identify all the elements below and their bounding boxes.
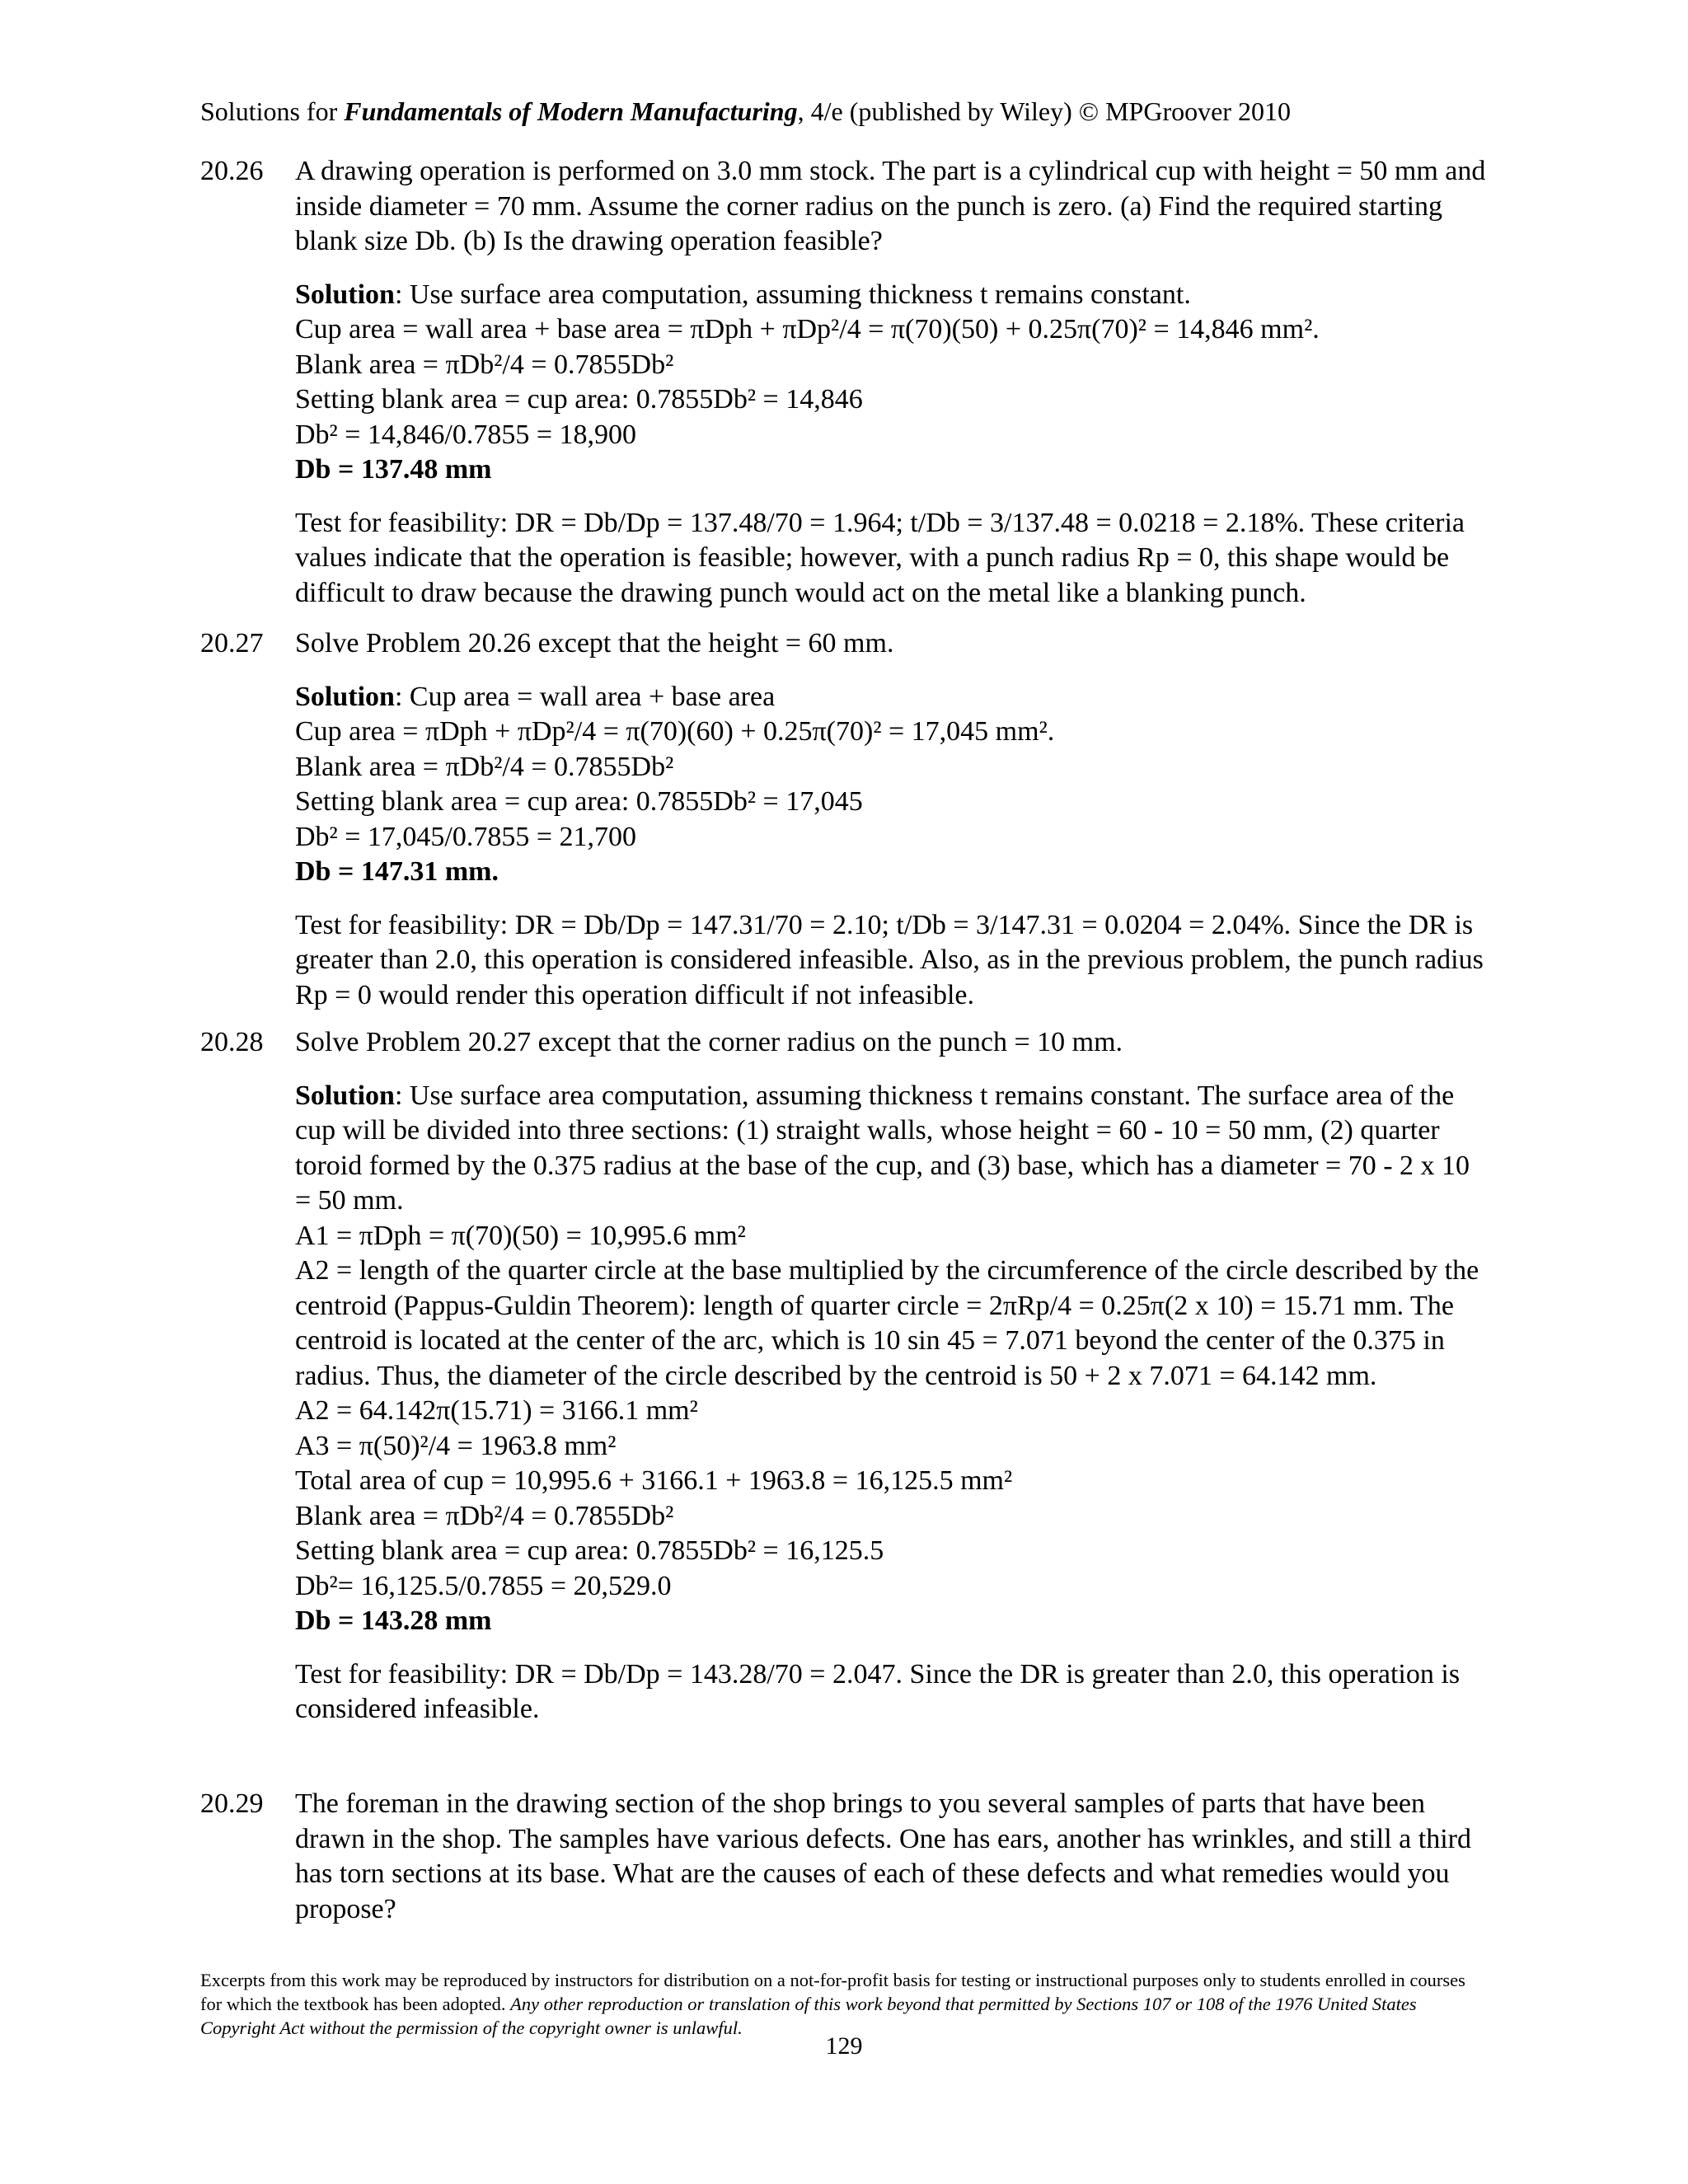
db-result: Db = 143.28 mm bbox=[295, 1605, 492, 1636]
total-area-eq: Total area of cup = 10,995.6 + 3166.1 + 1963.8 = 16,125.5 mm² bbox=[295, 1465, 1013, 1496]
a1-eq: A1 = πDph = π(70)(50) = 10,995.6 mm² bbox=[295, 1220, 746, 1251]
footer-line1: Excerpts from this work may be reproduced by instructors for distribution on a not-for-profit basis for testing or instructional purposes only to students enrolled in courses for which the textbook has been adopted. bbox=[200, 1970, 1465, 2014]
copyright-footer bbox=[200, 1968, 1486, 2040]
solution-label: Solution bbox=[295, 681, 395, 712]
page-number: 129 bbox=[825, 2032, 863, 2060]
book-title: Fundamentals of Modern Manufacturing bbox=[344, 96, 798, 126]
solution-label: Solution bbox=[295, 279, 395, 310]
blank-area-eq: Blank area = πDb²/4 = 0.7855Db² bbox=[295, 751, 674, 782]
db-squared-eq: Db²= 16,125.5/0.7855 = 20,529.0 bbox=[295, 1570, 672, 1601]
db-result: Db = 147.31 mm. bbox=[295, 856, 499, 887]
header-suffix: , 4/e (published by Wiley) © MPGroover 2010 bbox=[797, 96, 1291, 126]
cup-area-eq: Cup area = wall area + base area = πDph + πDp²/4 = π(70)(50) + 0.25π(70)² = 14,846 mm². bbox=[295, 314, 1320, 344]
header-prefix: Solutions for bbox=[200, 96, 345, 126]
solution-intro: Solution: Use surface area computation, assuming thickness t remains constant. The surface area of the cup will be divided into three sections: (1) straight walls, whose height = 60 - 10 = 50 mm, (2) quarter toroid formed by the 0.375 radius at the base of the cup, and (3) base, which has a diameter = 70 - 2 x 10 = 50 mm. bbox=[295, 1080, 1470, 1216]
blank-area-eq: Blank area = πDb²/4 = 0.7855Db² bbox=[295, 1500, 674, 1531]
problem-number: 20.27 bbox=[200, 628, 264, 658]
problem-statement: A drawing operation is performed on 3.0 mm stock. The part is a cylindrical cup with height = 50 mm and inside diameter = 70 mm. Assume the corner radius on the punch is zero. (a) Find the required starting blank size Db. (b) Is the drawing operation feasible? bbox=[295, 156, 1486, 256]
db-squared-eq: Db² = 17,045/0.7855 = 21,700 bbox=[295, 821, 637, 852]
solution-label: Solution bbox=[295, 1080, 395, 1111]
problem-statement: The foreman in the drawing section of the shop brings to you several samples of parts that have been drawn in the shop. The samples have various defects. One has ears, another has wrinkles, and still a third has torn sections at its base. What are the causes of each of these defects and what remedies would you propose? bbox=[295, 1788, 1471, 1924]
a2-explanation: A2 = length of the quarter circle at the base multiplied by the circumference of the circle described by the centroid (Pappus-Guldin Theorem): length of quarter circle = 2πRp/4 = 0.25π(2 x 10) = 15.71 mm. The centroid is located at the center of the arc, which is 10 sin 45 = 7.071 beyond the center of the 0.375 in radius. Thus, the diameter of the circle described by the centroid is 50 + 2 x 7.071 = 64.142 mm. bbox=[295, 1255, 1479, 1391]
blank-area-eq: Blank area = πDb²/4 = 0.7855Db² bbox=[295, 349, 674, 380]
problem-20-29 bbox=[200, 1787, 1486, 1927]
setting-eq: Setting blank area = cup area: 0.7855Db² = 14,846 bbox=[295, 384, 863, 415]
problem-statement: Solve Problem 20.27 except that the corner radius on the punch = 10 mm. bbox=[295, 1027, 1123, 1057]
footer-line2: Any other reproduction or translation of this work beyond that permitted by Sections 107 or 108 of the 1976 United States Copyright Act without the permission of the copyright owner is unlawful. bbox=[200, 1994, 1417, 2038]
feasibility-text: Test for feasibility: DR = Db/Dp = 137.48/70 = 1.964; t/Db = 3/137.48 = 0.0218 = 2.18%. These criteria values indicate that the operation is feasible; however, with a punch radius Rp = 0, this shape would be difficult to draw because the drawing punch would act on the metal like a blanking punch. bbox=[295, 507, 1465, 608]
db-squared-eq: Db² = 14,846/0.7855 = 18,900 bbox=[295, 419, 637, 450]
problem-20-27 bbox=[200, 626, 1486, 1013]
feasibility-text: Test for feasibility: DR = Db/Dp = 143.28/70 = 2.047. Since the DR is greater than 2.0, this operation is considered infeasible. bbox=[295, 1658, 1461, 1724]
problem-number: 20.28 bbox=[200, 1027, 264, 1057]
solution-intro: Solution: Use surface area computation, assuming thickness t remains constant. bbox=[295, 279, 1191, 310]
setting-eq: Setting blank area = cup area: 0.7855Db² = 16,125.5 bbox=[295, 1535, 884, 1566]
running-header bbox=[200, 95, 1291, 128]
problem-20-26 bbox=[200, 154, 1486, 611]
problem-number: 20.29 bbox=[200, 1788, 264, 1819]
solution-intro: Solution: Cup area = wall area + base area bbox=[295, 681, 776, 712]
a3-eq: A3 = π(50)²/4 = 1963.8 mm² bbox=[295, 1430, 617, 1461]
a2-eq: A2 = 64.142π(15.71) = 3166.1 mm² bbox=[295, 1395, 698, 1426]
problem-20-28 bbox=[200, 1025, 1486, 1727]
feasibility-text: Test for feasibility: DR = Db/Dp = 147.31/70 = 2.10; t/Db = 3/147.31 = 0.0204 = 2.04%. Since the DR is greater than 2.0, this operation is considered infeasible. Also, as in the previous problem, the punch radius Rp = 0 would render this operation difficult if not infeasible. bbox=[295, 909, 1484, 1010]
db-result: Db = 137.48 mm bbox=[295, 454, 492, 485]
problem-number: 20.26 bbox=[200, 156, 264, 186]
problem-statement: Solve Problem 20.26 except that the height = 60 mm. bbox=[295, 628, 894, 658]
cup-area-eq: Cup area = πDph + πDp²/4 = π(70)(60) + 0.25π(70)² = 17,045 mm². bbox=[295, 716, 1055, 747]
setting-eq: Setting blank area = cup area: 0.7855Db² = 17,045 bbox=[295, 786, 863, 817]
